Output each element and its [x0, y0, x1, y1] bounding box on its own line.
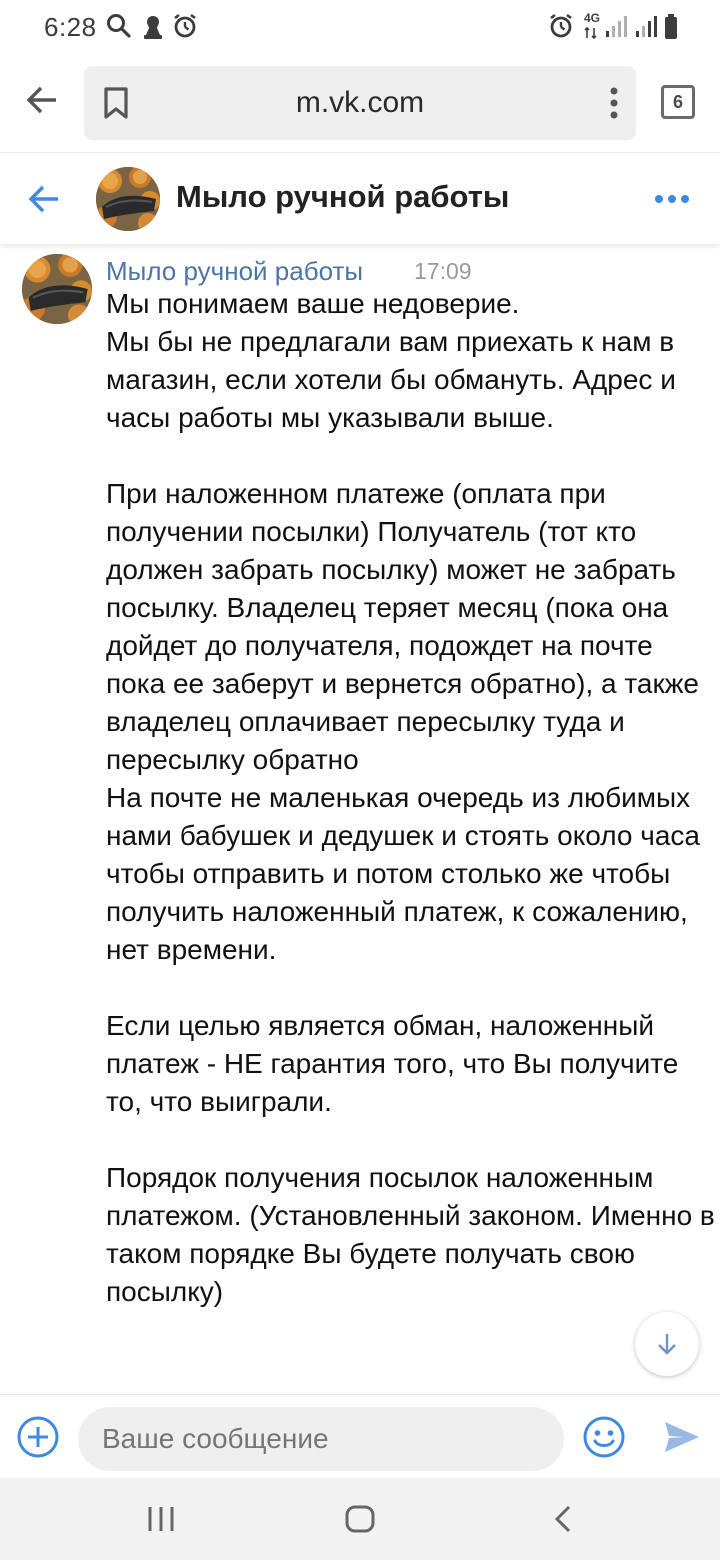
paragraph-gap: [106, 969, 716, 1007]
message-list[interactable]: [0, 244, 720, 1394]
data-arrows-icon: [584, 26, 598, 44]
message-composer: [0, 1394, 720, 1478]
chat-title: Мыло ручной работы: [176, 179, 510, 214]
network-type-label: 4G: [584, 11, 601, 25]
paragraph-gap: [106, 437, 716, 475]
url-text: m.vk.com: [295, 86, 425, 119]
tabs-button[interactable]: 6: [661, 85, 695, 119]
recent-apps-icon[interactable]: [146, 1504, 176, 1539]
home-icon[interactable]: [344, 1504, 376, 1539]
vpn-icon: [140, 13, 166, 46]
add-attachment-icon[interactable]: [16, 1415, 60, 1464]
emoji-icon[interactable]: [582, 1415, 626, 1464]
chat-avatar[interactable]: [96, 167, 160, 231]
browser-toolbar: [0, 56, 720, 152]
address-bar[interactable]: [84, 66, 636, 140]
signal-icon: [634, 13, 658, 44]
back-arrow-icon[interactable]: [26, 181, 62, 222]
message-author[interactable]: Мыло ручной работы: [106, 256, 364, 286]
search-icon: [106, 13, 132, 44]
message-paragraph: На почте не маленькая очередь из любимых нами бабушек и дедушек и стоять около часа чтобы отправить и потом столько же чтобы получить наложенный платеж, к сожалению, нет времени.: [106, 782, 700, 965]
alarm-icon: [172, 13, 198, 44]
message-input[interactable]: [78, 1407, 564, 1471]
message-paragraph: При наложенном платеже (оплата при получении посылки) Получатель (тот кто должен забрать посылку) может не забрать посылку. Владелец теряет месяц (пока она дойдет до получателя, подождет на почте пока ее заберут и вернется обратно), а также владелец оплачивает пересылку туда и пересылку обратно: [106, 478, 699, 775]
message-paragraph: Мы бы не предлагали вам приехать к нам в магазин, если хотели бы обмануть. Адрес и часы работы мы указывали выше.: [106, 326, 676, 433]
scroll-down-button[interactable]: [635, 1312, 699, 1376]
alarm-icon: [548, 13, 574, 44]
message-text: [106, 285, 716, 1311]
more-horiz-icon[interactable]: [654, 191, 690, 209]
more-vert-icon[interactable]: [610, 86, 618, 125]
message-time: 17:09: [414, 258, 472, 284]
system-navigation-bar: [0, 1478, 720, 1560]
battery-icon: [664, 13, 678, 46]
message-avatar[interactable]: [22, 254, 92, 324]
message-paragraph: Порядок получения посылок наложенным платежом. (Установленный законом. Именно в таком порядке Вы будете получать свою посылку): [106, 1162, 715, 1307]
status-bar: [0, 0, 720, 56]
chat-header: [0, 152, 720, 244]
message-paragraph: Мы понимаем ваше недоверие.: [106, 288, 520, 319]
message-paragraph: Если целью является обман, наложенный платеж - НЕ гарантия того, что Вы получите то, что выиграли.: [106, 1010, 679, 1117]
arrow-down-icon: [655, 1332, 679, 1356]
send-icon[interactable]: [662, 1417, 702, 1462]
status-time: 6:28: [44, 12, 97, 42]
paragraph-gap: [106, 1121, 716, 1159]
signal-icon: [604, 13, 628, 44]
nav-back-icon[interactable]: [552, 1504, 574, 1539]
browser-back-icon[interactable]: [22, 80, 62, 120]
